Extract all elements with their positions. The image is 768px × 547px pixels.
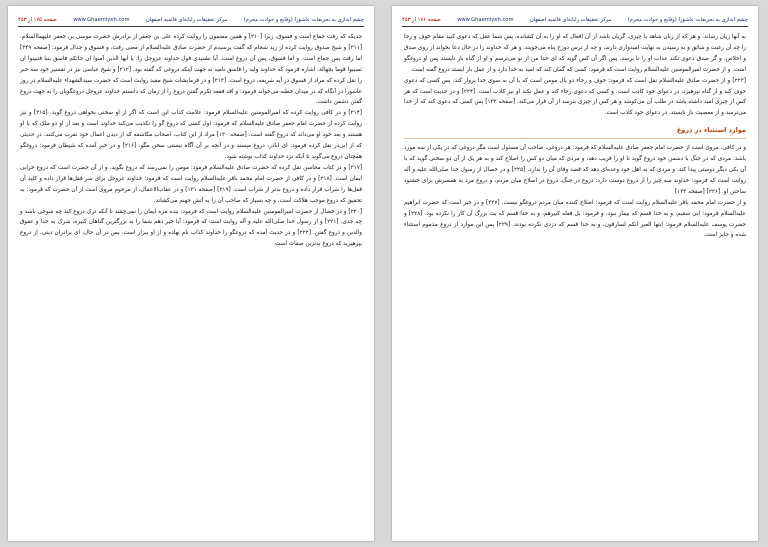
left-paragraph: [۲۱۴] و در کافی روایت کرده که امیرالمومنین علیه‌السلام فرمود: علامت کذاب این است که اگر از او سخنی بخواهی دروغ گوید. [۲۱۵] و نیز روایت کرده از حضرت امام جعفر صادق علیه‌السلام که فرمود: اول کسی که دروغ گو را تکذیب می‌کند خداوند است و بعد از او دو ملک که با او هستند و بعد خود او می‌داند که دروغ گفته است. [صفحه ۱۳۰] مراد از این کتاب، اصحاب مکاشفه که از دیدن اعمال خود نفرت می‌کنند. در حدیثی که از ابی‌ذر نقل کرده فرمود: ای اباذر، دروغ مپسند و در آنچه بر آن آگاه نیستی سخن مگو. [۲۱۶] و در خبر آمده که شیطان فرمود: دروغگو همچنان دروغ می‌گوید تا آنکه نزد خداوند کذاب نوشته شود.: [20, 110, 363, 160]
right-page-header: [402, 14, 748, 27]
left-page-header: [18, 14, 364, 27]
right-paragraph: [۲۲۳] و از حضرت صادق علیه‌السلام نقل است که فرمود: خوف و رجاء دو بال مومن است که با آن به سوی خدا پرواز کند. پس کسی که دعوی خوف کند و از گناه نپرهیزد، در دعوای خود کاذب است. و کسی که دعوی رجاء کند و عمل نکند او نیز کاذب است. [۲۲۴] و در حدیث است که هر کس از چیزی امید داشته باشد در طلب آن می‌کوشد و هر کس از چیزی بترسد از آن فرار می‌کند. [صفحه ۱۳۲] پس کسی که دعوی کند که از خدا می‌ترسد و از معصیت باز نایستد، در دعوای خود کاذب است.: [404, 77, 746, 117]
left-paragraph: جدیکه که رفت جماع است و فسوق، زیرا [۲۱۰] و همین مضمون را روایت کرده علی بن جعفر از برادرش حضرت موسی بن جعفر علیهماالسلام. [۲۱۱] و شیخ صدوق روایت کرده از زید شحام که گفت پرسیدم از حضرت صادق علیه‌السلام از معنی رفث، و فسوق و جدال فرمود: [صفحه ۲۴۹] اما رفث پس جماع است. و اما فسوق، پس آن دروغ است. آیا نشنیدی قول خداوند عزوجل را: یا ایها الذین آمنوا ان جائکم فاسق بنبا فتبینوا ان تصیبوا قوما بجهالة. اشاره فرمود که خداوند ولید را فاسق نامید به جهت اینکه دروغی که گفته بود. [۲۱۲] و شیخ عباسی نیز در تفسیر خود سه خبر را نقل کرده که مراد از فسوق در آیه شریفه، دروغ است. [۲۱۳] و در فرمایشات شیخ مفید روایت است که حضرت سیدالشهداء علیه‌السلام در روز عاشورا در آنگاه که در میدان خطبه می‌خواند فرمود: و اقد فقعد تکرم گفتن دروغ را از زمان که دانستم خداوند عزوجل دروغگویان را به جهت دروغ گفتن دشمن داشت.: [20, 34, 362, 106]
left-header-center: مرکز تحقیقات رایانه‌ای قائمیه اصفهان: [145, 17, 228, 23]
left-header-page-number: صفحه ۱۷۵ از ۴۵۳: [18, 17, 57, 23]
right-paragraph: و در کافی، مروی است از حضرت امام جعفر صادق علیه‌السلام که فرمود: هر دروغی، صاحب آن مسئول است مگر دروغی که در یکی از سه مورد باشد: مردی که در جنگ با دشمن خود دروغ گوید تا او را فریب دهد، و مردی که میان دو کس را اصلاح کند و به هر یک از آن دو سخنی گوید که با آن یکی دیگر دوستی پیدا کند، و مردی که به اهل خود وعده‌ای دهد که قصد وفای آن را ندارد. [۲۲۵] و در خصال از رسول خدا صلی‌الله علیه و آله روایت است که فرمود: خداوند سه چیز را از دروغ دوست دارد: دروغ در جنگ، دروغ در اصلاح میان مردم، و دروغ مرد به همسرش برای خشنود ساختن او. [۲۲۶] [صفحه ۱۳۳]: [404, 145, 746, 195]
right-page: [392, 6, 758, 541]
right-header-site: www.Ghaemiyeh.com: [457, 17, 514, 23]
left-paragraph: [۲۲۰] و در خصال از حضرت امیرالمومنین علیه‌السلام روایت است که فرمود: بنده مزه ایمان را نمی‌چشد تا آنکه ترک دروغ کند چه شوخی باشد و چه جدی. [۲۲۱] و از رسول خدا صلی‌الله علیه و آله روایت است که فرمود: آیا خبر دهم شما را به بزرگترین گناهان کبیره، شرک به خدا و عقوق والدین و دروغ گفتن. [۲۲۲] و در حدیث آمده که دروغگو را خداوند کذاب نام نهاده و از او بیزار است. پس در آن حال، ای برادران دینی، از دروغ بپرهیزید که دروغ بدترین صفات است.: [20, 208, 362, 248]
right-header-title: چشم اندازی به تحریفات عاشورا (وقایع و حوادث محرم): [627, 17, 748, 23]
right-paragraph: و از حضرت امام محمد باقر علیه‌السلام روایت است که فرمود: اصلاح کننده میان مردم دروغگو نیست. [۲۲۷] و در خبر است که حضرت ابراهیم علیه‌السلام فرمود: انی سقیم، و به خدا قسم که بیمار نبود، و فرمود: بل فعله کبیرهم، و به خدا قسم که بت بزرگ آن کار را نکرده بود. [۲۲۸] و حضرت یوسف علیه‌السلام فرمود: ایتها العیر انکم لسارقون، و به خدا قسم که دزدی نکرده بودند. [۲۲۹] پس این موارد از دروغ مذموم استثناء شده و جایز است.: [404, 199, 746, 239]
left-paragraph: [۲۱۷] و در کتاب محاسن نقل کرده که حضرت صادق علیه‌السلام فرمود: مومن را نمی‌رسد که دروغ بگوید. و از آن حضرت است که دروغ خرابی ایمان است. [۲۱۸] و در کافی از حضرت امام محمد باقر علیه‌السلام روایت است که فرمود: خداوند عزوجل برای شر قفل‌ها قرار داده و کلید آن قفل‌ها را شراب قرار داده و دروغ بدتر از شراب است. [۲۱۹] [صفحه ۱۳۱] و در عقاب‌الاعمال، از مرحوم مروی است از آن حضرت که فرمود: به تحقیق که دروغ موجب هلاکت است. و چه بسیار که صاحب آن را به آتش جهنم می‌کشاند.: [20, 164, 363, 204]
left-page-body: [20, 32, 362, 533]
left-page: [8, 6, 374, 541]
right-header-center: مرکز تحقیقات رایانه‌ای قائمیه اصفهان: [529, 17, 612, 23]
left-header-title: چشم اندازی به تحریفات عاشورا (وقایع و حوادث محرم): [243, 17, 364, 23]
left-header-site: www.Ghaemiyeh.com: [73, 17, 130, 23]
section-heading: موارد استثناء در دروغ: [404, 125, 746, 139]
right-page-body: [404, 32, 746, 533]
right-header-page-number: صفحه ۱۷۶ از ۴۵۳: [402, 17, 441, 23]
right-paragraph: به آنها زیان رساند. و هر که از زبان شاهد یا چیزی، گریان باشد از آن افعال که او را به آن کشانده، پس شما عقل که دعوی کنید مقام خوف و رجا را چه آن رغبت و شائق و به رسیدن به نهایت امیدواری دارند، و چه از ترس دوزخ پناه می‌جویند. و هر که خداوند را در حال دعا بخواند از روی صدق و اخلاص، و گر صدق دعوی نکند عذاب او را تا برسد. پس اگر آن کس گوید که ای خدا من از تو می‌ترسم و او از گناه باز نایستد پس او دروغگو است. و از حضرت امیرالمومنین علیه‌السلام روایت است که فرمود: کسی که گمان کند که امید به خدا دارد و از عمل باز ایستد دروغ گفته است.: [404, 34, 746, 73]
